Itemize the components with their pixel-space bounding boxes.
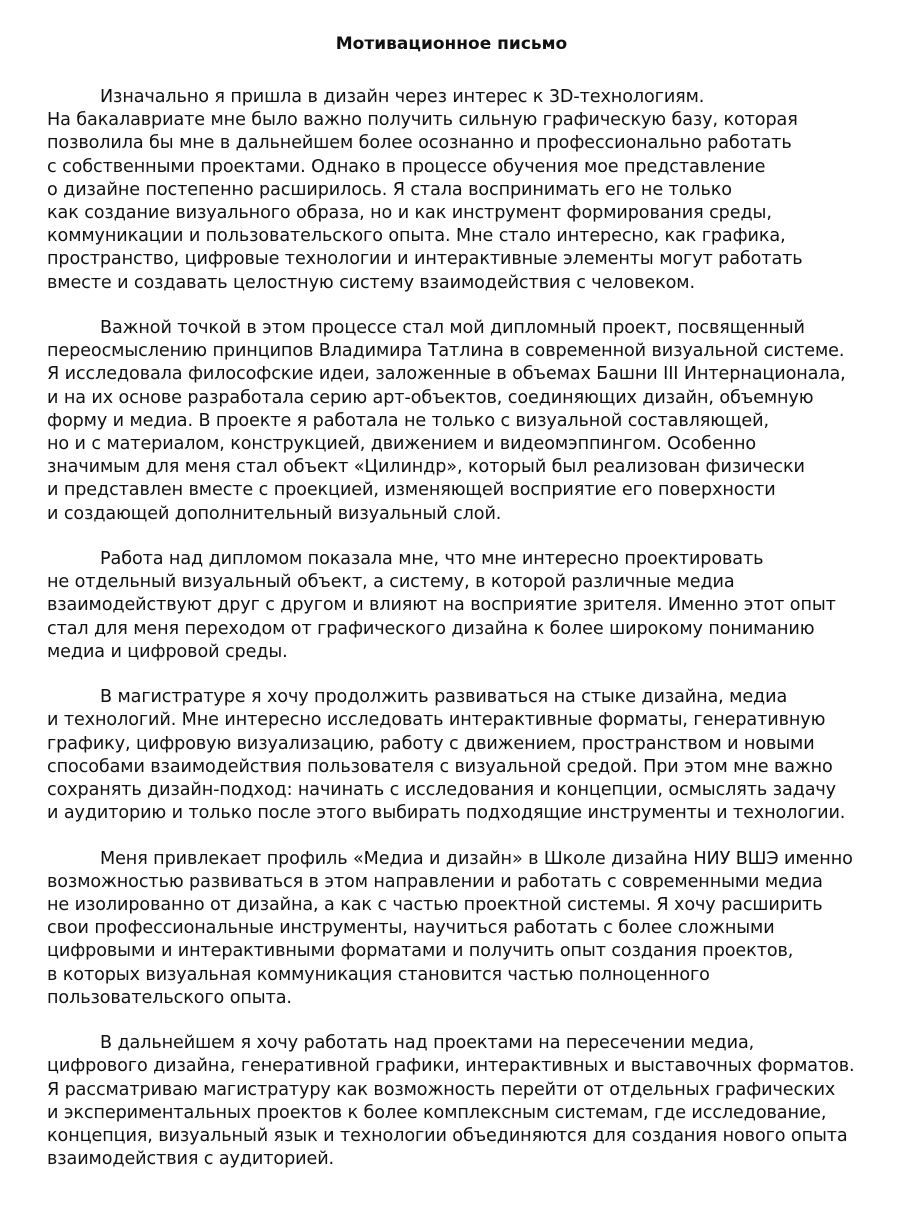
- paragraph-line: Работа над дипломом показала мне, что мне интересно проектировать: [100, 549, 764, 570]
- paragraph-line: Я рассматриваю магистратуру как возможность перейти от отдельных графических: [47, 1079, 836, 1100]
- paragraph-line: с собственными проектами. Однако в процессе обучения мое представление: [47, 156, 766, 177]
- paragraph-line: медиа и цифровой среды.: [47, 641, 288, 662]
- paragraph-line: Меня привлекает профиль «Медиа и дизайн» в Школе дизайна НИУ ВШЭ именно: [100, 848, 853, 869]
- paragraph-line: Я исследовала философские идеи, заложенные в объемах Башни III Интернационала,: [47, 364, 846, 385]
- paragraph-line: переосмыслению принципов Владимира Татлина в современной визуальной системе.: [47, 341, 845, 362]
- document-body: [47, 86, 856, 1171]
- paragraph-1: [47, 86, 856, 295]
- paragraph-line: вместе и создавать целостную систему взаимодействия с человеком.: [47, 272, 695, 293]
- paragraph-line: и создающей дополнительный визуальный слой.: [47, 503, 502, 524]
- paragraph-line: свои профессиональные инструменты, научиться работать с более сложными: [47, 918, 775, 939]
- paragraph-line: как создание визуального образа, но и как инструмент формирования среды,: [47, 203, 772, 224]
- paragraph-line: и аудиторию и только после этого выбирать подходящие инструменты и технологии.: [47, 803, 846, 824]
- paragraph-line: цифрового дизайна, генеративной графики, интерактивных и выставочных форматов.: [47, 1056, 855, 1077]
- paragraph-line: На бакалавриате мне было важно получить сильную графическую базу, которая: [47, 110, 798, 131]
- paragraph-line: взаимодействия с аудиторией.: [47, 1149, 335, 1170]
- paragraph-line: о дизайне постепенно расширилось. Я стала воспринимать его не только: [47, 179, 732, 200]
- paragraph-line: пространство, цифровые технологии и интерактивные элементы могут работать: [47, 249, 803, 270]
- paragraph-2: [47, 317, 856, 526]
- paragraph-line: коммуникации и пользовательского опыта. Мне стало интересно, как графика,: [47, 226, 786, 247]
- paragraph-line: В магистратуре я хочу продолжить развиваться на стыке дизайна, медиа: [100, 687, 788, 708]
- paragraph-line: графику, цифровую визуализацию, работу с движением, пространством и новыми: [47, 733, 815, 754]
- paragraph-4: [47, 686, 856, 825]
- paragraph-line: и на их основе разработала серию арт-объектов, соединяющих дизайн, объемную: [47, 387, 814, 408]
- paragraph-line: в которых визуальная коммуникация становится частью полноценного: [47, 964, 710, 985]
- paragraph-line: стал для меня переходом от графического дизайна к более широкому пониманию: [47, 618, 815, 639]
- paragraph-line: В дальнейшем я хочу работать над проектами на пересечении медиа,: [100, 1033, 755, 1054]
- paragraph-line: не отдельный визуальный объект, а систему, в которой различные медиа: [47, 572, 735, 593]
- paragraph-line: Изначально я пришла в дизайн через интерес к 3D-технологиям.: [100, 87, 705, 107]
- paragraph-line: Важной точкой в этом процессе стал мой дипломный проект, посвященный: [100, 318, 805, 339]
- paragraph-6: [47, 1032, 856, 1171]
- document-title: Мотивационное письмо: [335, 34, 568, 54]
- paragraph-line: цифровыми и интерактивными форматами и получить опыт создания проектов,: [47, 941, 794, 962]
- paragraph-line: концепция, визуальный язык и технологии объединяются для создания нового опыта: [47, 1126, 848, 1147]
- paragraph-line: и технологий. Мне интересно исследовать интерактивные форматы, генеративную: [47, 710, 826, 731]
- paragraph-line: но и с материалом, конструкцией, движением и видеомэппингом. Особенно: [47, 434, 757, 455]
- paragraph-line: значимым для меня стал объект «Цилиндр», который был реализован физически: [47, 457, 805, 478]
- paragraph-3: [47, 548, 856, 664]
- paragraph-line: не изолированно от дизайна, а как с частью проектной системы. Я хочу расширить: [47, 895, 823, 916]
- paragraph-line: возможностью развиваться в этом направлении и работать с современными медиа: [47, 871, 823, 892]
- paragraph-line: способами взаимодействия пользователя с визуальной средой. При этом мне важно: [47, 756, 833, 777]
- paragraph-line: и представлен вместе с проекцией, изменяющей восприятие его поверхности: [47, 480, 776, 501]
- paragraph-line: и экспериментальных проектов к более комплексным системам, где исследование,: [47, 1102, 827, 1123]
- paragraph-line: взаимодействуют друг с другом и влияют на восприятие зрителя. Именно этот опыт: [47, 595, 836, 616]
- paragraph-line: сохранять дизайн-подход: начинать с исследования и концепции, осмыслять задачу: [47, 780, 836, 801]
- paragraph-line: пользовательского опыта.: [47, 987, 292, 1008]
- paragraph-line: форму и медиа. В проекте я работала не только с визуальной составляющей,: [47, 410, 769, 431]
- paragraph-line: позволила бы мне в дальнейшем более осознанно и профессионально работать: [47, 133, 792, 154]
- paragraph-5: [47, 848, 856, 1010]
